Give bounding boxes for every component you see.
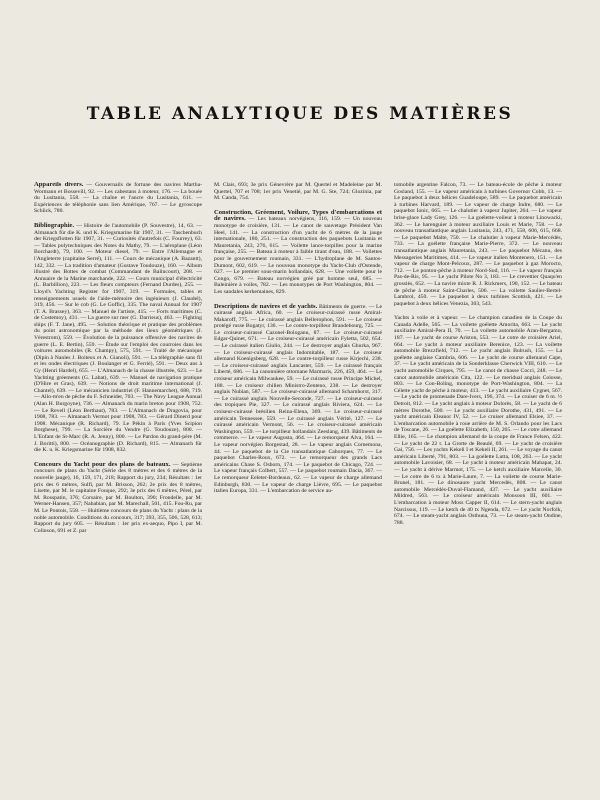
page-title: TABLE ANALYTIQUE DES MATIÈRES — [86, 104, 514, 124]
section-body: Yachts à voile et à vapeur. — Le champion canadien de la Coupe du Canada Adelle, 565. — La voilette goélette Amorita, 663. — Le yacht auxiliaire Amiral-Pera II, 70. — La voilette automobile Aran-Bergamo, 187. — Le yacht de course Ariston, 553. — Le cotre de croisière Ariel, 664. — Le yacht à moteur auxiliaire Berenice, 123. — La voilette automobile Brezzfield, 712. — Le yacht anglais Bulrush, 155. — La goélette anglaise Cambria, 606. — Le yacht de course allemand Cape, 37. — Le yacht américain de la Sonderklasse Cherwick VIII, 610. — Le yacht automobile Cirques, 795. — Le canot de chasse Cocci, 248. — Le canot automobile américain Cita, 122. — Le meridual anglais Colosse, 803. — Le Con-Boling, monotype de Port-Washington, 804. — La Célette yacht de pêche à moteur, 413. — Le yacht auxiliaire Cygnet, 567. — Le yacht de promenade Dare-Ivers, 196, 374. — Le cruiser de 6 m. ½ Detroit, 812. — Le yacht anglais à moteur Dolorès, 58. — Le yacht de 6 mètres Dorothe, 500. — Le yacht auxiliaire Dorothe, 431, 491. — Le yacht américain Eleanor IV, 52. — Le cruiser allemand Elsiee, 37. — L'embarcation automobile à roue arrière de M. S. Orlando pour les Lacs de Toscane, 26. — La goélette Elizabeth, 150, 265. — Le cotre allemand Ellie, 165. — Le champion allemand de la coupe de France Felsen, 422. — Le yacht de 22 t. La Grotte de Beaulé, 69. — Le yacht de croisière Gai, 756. — Les yachts Kekeli I et Kekeli II, 261. — Le voyage du canot américain Liberté, 791, 803. — La goélette Lutta, 108, 263. — Le yacht automobile Lavoisier, 68. — Le yacht à moteur américain Mahapat, 24. — Le yacht à dérive Marmot, 175. — Le ketch auxiliaire Marcelle, 30. — Le cotre de 6 tx à Marie-Laure, 7. — La voilette de course Marie-Brunel, 181. — Le dinosaure yacht Mercedès, 808. — Le canot automobile Mercédès-Duval-Flamand, 437. — Le yacht auxiliaire Mildred, 563. — Le croiseur américain Monsoon III, 601. — L'embarcation à moteur Moss Capper II, 614. — Le stern-yacht anglais Narcissus, 119. — Le ketch de 40 tx Ngenda, 672. — Le yacht Norfolk, 674. — Le steam-yacht anglais Osthuna, 73. — Le steam-yacht Ondine, 788. — [394, 315, 562, 526]
section-appareils-divers — [34, 182, 202, 215]
section-body: Bâtiments de guerre. — Le cuirassé anglais Africa, 60. — Le croiseur-cuirassé russe Amiral-Makaroff, 775. — Le cuirassé anglais Bellerophon, 591. — Le croiseur protégé russe Bogatyr, 136. — Le contre-torpilleur Brandebourg, 725. — Le croiseur-cuirassé Cazonel-Bologanu, 87. — Le croiseur-cuirassé Edgar-Quinet, 671. — Le croiseur-cuirassé américain Fyletta, 502, 654. — Le cuirassé italien Giulio, 244. — Le destroyer anglais Ghurka, 967. — Le croiseur-cuirassé anglais Indomitable, 187. — Le croiseur allemand Koenigsberg, 628. — Le contre-torpilleur russe Kirjechi, 238. — Le croiseur-cuirassé anglais Lancaster, 559. — Le cuirassé français Liberté, 686. — La canonnière ottomane Marmaris, 226, 459, 464. — Le croiseur américain Milwaukee, 59. — Le cuirassé russe Principe Michel, 188. — Le croiseur chilien Ministro-Zenteno, 238. — Le destroyer anglais Nubian, 587. — Le croiseur-cuirassé allemand Scharnhorst, 317. — Le cuirassé anglais Nouvelle-Seconde, 727. — Le croiseur-cuirassé des tropiques Pie, 327. — Le cuirassé anglais Riviera, 624. — Le croiseur-cuirassé brésilien Reina-Elena, 369. — Le croiseur-cuirassé américain Tennessee, 559. — Le cuirassé anglais Vérité, 127. — Le cuirassé américain Vermont, 56. — Le croiseur-cuirassé américain Washington, 559. — Le torpilleur hollandais Zeeslang, 439. Bâtiments de commerce. — Le vapeur Augusta, 464. — Le remorqueur Alva, 164. — Le vapeur norvégien Borgestad, 28. — Le vapeur anglais Cornemona, 44. — Le paquebot de la Cie transatlantique Caborques, 77. — Le paquebot Charles-Roux, 672. — Le remorqueur des grands Lacs américains Chase S. Osborn, 174. — Le paquebot de Chicago, 724. — Le vapeur français Colbert, 557. — Le paquebot roumain Dacia, 367. — Le remorqueur Eeleter-Bordeaux, 62. — Le vapeur de charge allemand Edinburgh, 830. — Le vapeur de charge Lièvre, 695. — Le paquebot italien Europa, 331. — L'embarcation de service au- — [214, 303, 382, 495]
section-body: — Septième concours de plans du Yacht (Série des 8 mètres et des 6 mètres de la nouvelle jauge), 16, 159, 171, 218; Rapport du jury, 234; Résultats : 1er prix des 6 mètres, Sulfi, par M. Brisson, 262; 2e prix des 8 mètres, Lisette, par M. le capitaine Fouque, 292; 3e prix des 6 mètres, Pérel, par M. Rosspatin, 376; Corsaire, par M. Boulton, 390; Frondelle, par M. Werner-Hansen, 357; Nababian, par M. Marechall, 501, 415. Fou-Ru, par M. Le Pontois, 558. — Huitième concours de plans du Yacht : plans de la noble automobile. Conditions du concours, 317; 393, 355, 506, 528, 613; Rapport du jury 605. — Résultats : 1er prix ex-aequo, Pipo I, par M. Colinson, 691 et Z. par — [34, 461, 202, 534]
section-title: Bibliographie. — [34, 221, 75, 229]
section-descriptions — [214, 304, 382, 495]
text-column-3 — [394, 182, 562, 534]
section-concours — [34, 462, 202, 535]
section-body: — Gouvernails de fortune des navires Martha-Wormann et Bossevill, 92. — Les cabestans à moteur, 176. — La bouée du Lusitania, 558. — La chaîne et l'ancre du Lusitania, 611. — Expériences de téléphonie sans lien Amérique, 767. — Le gyroscope Schlick, 780. — [34, 182, 202, 215]
section-bibliographie — [34, 223, 202, 454]
text-column-2 — [214, 182, 382, 503]
section-title: Concours du Yacht pour des plans de bateaux. — [34, 460, 171, 468]
section-title: Appareils divers. — [34, 182, 84, 188]
section-continuation — [394, 182, 562, 307]
section-body: — Les bateaux norvégiens, 116, 159. — Un nouveau monotype de croisière, 131. — Le canot de sauvetage Président Van Heel, 141. — La construction d'un yacht de 6 mètres de la jauge internationale, 180, 251. — La construction des paquebots Lusitania et Mauretania, 243, 276, 615. — Voilette lance-torpilles pour la marine française, 255. — Bateau à moteur à faible tirant d'eau, 188. — Voilettes pour le gouvernement roumain, 331. — L'hydroplane de M. Santos-Dumont, 602, 619. — Le nouveau monotype du Yacht-Club d'Ostende, 627. — Le premier sous-marin hollandais, 628. — Une voilette pour le Congo, 679. — Bateau norvégien gréé par homme seul, 685. — Baleinière à voiles, 782. — Les monotypes de Port Washington, 804. — Les sandales kerkemaines, 829. — [214, 216, 382, 295]
section-body: tomobile argentine Falcon, 73. — Le bateau-école de pêche à moteur Gosland, 155. — Le vapeur américain à turbines Governor Cobb, 13. — Le paquebot à deux hélices Guadeloupe, 589. — Le paquebot américain à turbines Harvard, 189. — Le vapeur de charge Indre, 680. — Le paquebot Ionic, 665. — Le chalutier à vapeur Jupiter, 264. — Le vapeur brise-glace Lady Grey, 126. — La goélette-voileur à moteur Linowacki, 362. — Le harenguier à moteur auxiliaire Louis et Marie, 758. — Le nouveau transatlantique anglais Lusitania, 243, 471, 558, 606, 615, 668. — Le paquebot Malte, 750. — Le chalutier à vapeur Marie-Mercédès, 733. — La goélette française Marie-Pierre, 372. — Le nouveau transatlantique anglais Mauretania, 243. — Le paquebot Mécanu, des Messageries Maritimes, 414. — Le vapeur italien Montenero, 151. — Le vapeur de charge Mont-Pelcoux, 287. — Le paquebot à gaz Morocto, 712. — Le ponton-pêche à moteur Nord-Sud, 116. — Le vapeur français Pas-de-Ris, 95. — Le yacht Pilote No 3, 183. — Le crevettier Quaqu'en grossiès, 652. — La navire mixte R. J. Rickmers, 190, 152. — Le bateau de pêche à moteur Saint-Charles, 506. — La voilette Saulier-Bertel-Lambrol, 450. — Le paquebot à deux turbines Scottish, 421. — Le paquebot à deux hélices Venezia, 303, 543. — [394, 182, 562, 307]
section-title: Descriptions de navires et de yachts. — [214, 302, 318, 310]
section-construction — [214, 210, 382, 296]
section-body: M. Clais, 693; 3e prix Génevrère par M. Quertel et Madeleine par M. Quertel, 707 et 708; 1er prix Venetié, par M. G. Ste, 724; Glozinia, par M. Canda, 754. — [214, 182, 382, 202]
text-column-1 — [34, 182, 202, 542]
section-title: Construction, Gréement, Voilure, Types d'embarcations et de navires. — [214, 208, 382, 223]
section-body: — Histoire de l'automobile (P. Souvestre), 14, 63. — Almanach für die K. und K. Kriegsmarine für 1907, 31. — Taschenbuch der Kriegsflotten für 1907, 31. — Curiosités d'autrefois (C. Fourrey), 63. — Tables polytechniques des Notes du Mathy, 79. — L'aéroplane (Léon Borchardt), 79, 100. — Moteur diesel, 79. — Entre l'Allemagne et l'Angleterre (capitaine Serré), 111. — Cours de mécanique (A. Bazantt), 142, 332. — La tradition d'amateur (Gustave Toudouze), 160. — Album illustré des Bottes de combat (Commandant de Balincourt), 208. — Annuaire de la Marine marchande, 222. — Cours municipal d'électricité (L. Barbillion), 223. — Les fleurs compteurs (Fernand Durdes), 255. — Lloyd's Yachting Register for 1907, 319. — Formules, tables et renseignements usuels de l'aide-mémoire des ingénieurs (J. Claudel), 319, 456. — Sur le cob (G. Le Goffic), 335. The naval Annual for 1907 (T. A. Brassey), 363. — Manuel de l'artiste, 415. — Forts maritimes (C. de Costemoy), 431. — La guerre sur mer (G. Darrieus), 463. — Fighting ships (F. T. Jane), 495. — Solution théorique et pratique des problèmes du point astronomique par la méthode des lieux géométriques (J. Vérestrom), 559. — Évolution de la puissance offensive des navires de guerre (L. E. Bertin), 559. — Étude sur l'emploi des courroies dans les voitures automobiles (R. Champy), 575, 591. — Traité de mécanique (Dipin à Nanles J. Boiteux et A. Gianoli), 591. — La télégraphie sans fil et les ondes électriques (J. Boulanger et G. Ferrié), 591. — Deux ans à Gy (Henri Hardel), 655. — L'Almanach de la chasse illustrée, 623. — Le Yachting gréements (G. Labat), 639. — Manuel de navigation pratique (D'Hire et Gras), 639. — Notions de droit maritime international (J. Chantel), 639. — Le mécanicien industriel (F. Hannemarchet), 688, 719. — Allo-m'en de pêche du F. Schneider, 703. — The Navy League Annual (Alan H. Burgoyne), 736. — Almanach du marin breton pour 1908, 752. — Le Revell (Léon Berthaut), 783. — L'Almanach de Dragovia, pour 1908, 783. — Almanach Vermot pour 1908, 783. — Gérard Dinerd pour 1908. Mécanique (R. Richard), 79. Le Pékin à Paris (Yves Scipion Borghese), 799. — La Sorcière du Vendre (G. Toudouze), 800. — L'Enfant de St-Marc (R. A. Jenny), 800. — Le Pardon du grand-père (M. J. Boritti), 800. — Océanographie (D. Richard), 815. — Almanach für die K. u. K. Kriegsmarine für 1908, 832. — [34, 222, 202, 454]
section-continuation — [214, 182, 382, 202]
section-yachts — [394, 315, 562, 526]
